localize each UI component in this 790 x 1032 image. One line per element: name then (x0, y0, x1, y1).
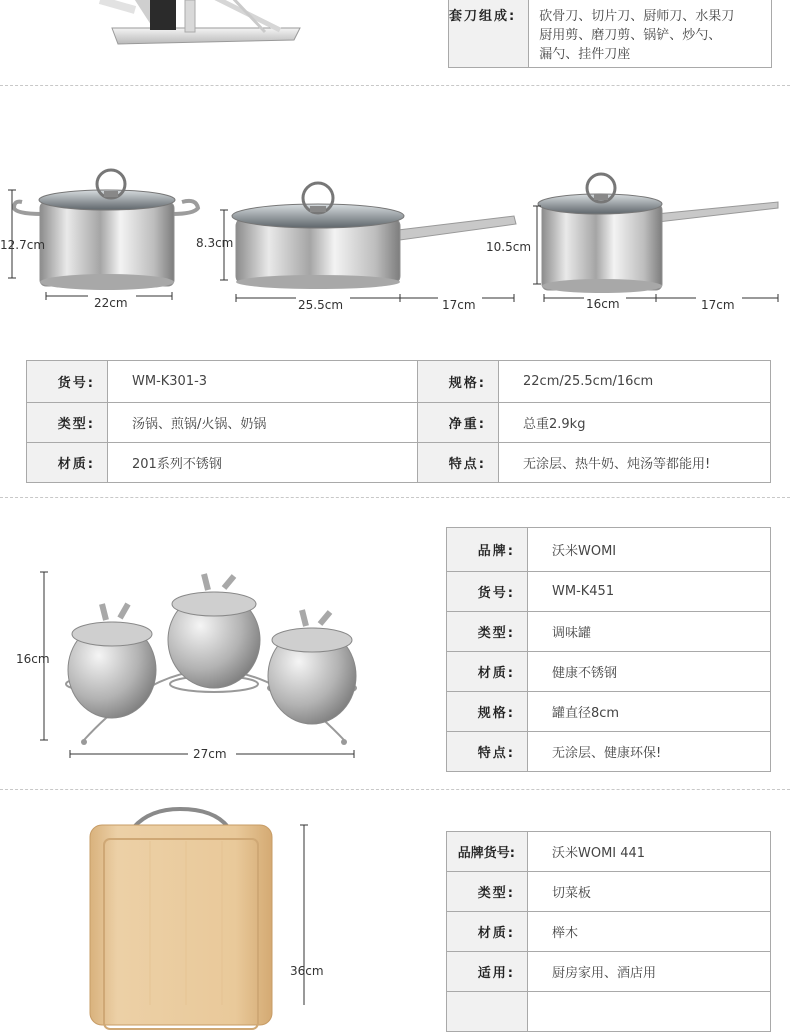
jar-height-label: 16cm (16, 652, 50, 666)
cookware-spec-table (26, 360, 771, 483)
spice-jar-image (0, 560, 380, 770)
spec-label: 品牌: (447, 528, 528, 572)
spec-label: 类型: (447, 612, 528, 652)
stockpot-height-label: 12.7cm (0, 238, 46, 252)
table-row (27, 403, 771, 443)
table-row (447, 652, 771, 692)
section-divider (0, 497, 790, 498)
frypan-handle-label: 17cm (442, 298, 476, 312)
spec-value: 沃米WOMI 441 (528, 832, 771, 872)
spec-value (528, 992, 771, 1032)
knife-block-image (0, 0, 330, 80)
spec-label: 规格: (447, 692, 528, 732)
spec-value-line: 漏勺、挂件刀座 (539, 46, 631, 62)
table-row (449, 0, 772, 68)
board-spec-table (446, 831, 771, 1032)
saucepan (538, 174, 778, 293)
table-row (447, 912, 771, 952)
table-row (447, 952, 771, 992)
jar-width-label: 27cm (193, 747, 227, 761)
spec-value (529, 0, 772, 68)
spec-label: 货号: (447, 572, 528, 612)
table-row (447, 572, 771, 612)
spec-value: 厨房家用、酒店用 (528, 952, 771, 992)
table-row (447, 992, 771, 1032)
spec-value: 无涂层、健康环保! (528, 732, 771, 772)
spec-value: 无涂层、热牛奶、炖汤等都能用! (499, 443, 771, 483)
table-row (447, 612, 771, 652)
saucepan-width-label: 16cm (586, 297, 620, 311)
stockpot (14, 170, 198, 290)
frypan-height-label: 8.3cm (196, 236, 234, 250)
table-row (447, 692, 771, 732)
spec-label: 材质: (447, 652, 528, 692)
spec-label: 类型: (447, 872, 528, 912)
spec-value: 总重2.9kg (499, 403, 771, 443)
knife-spec-table (448, 0, 772, 68)
frypan (232, 183, 516, 289)
spec-label: 规格: (418, 361, 499, 403)
spec-label: 材质: (447, 912, 528, 952)
stockpot-width-label: 22cm (94, 296, 128, 310)
spec-label: 品牌货号: (447, 832, 528, 872)
section-divider (0, 85, 790, 86)
table-row (447, 872, 771, 912)
spec-value: 沃米WOMI (528, 528, 771, 572)
spec-value: 切菜板 (528, 872, 771, 912)
table-row (447, 732, 771, 772)
saucepan-height-label: 10.5cm (486, 240, 532, 254)
jar-spec-table (446, 527, 771, 772)
spec-value-line: 砍骨刀、切片刀、厨师刀、水果刀 (539, 8, 735, 24)
spec-label: 特点: (418, 443, 499, 483)
spec-value-line: 厨用剪、磨刀剪、锅铲、炒勺、 (539, 27, 722, 43)
spec-label (447, 992, 528, 1032)
spec-value: 汤锅、煎锅/火锅、奶锅 (108, 403, 418, 443)
table-row (447, 528, 771, 572)
saucepan-handle-label: 17cm (701, 298, 735, 312)
section-divider (0, 789, 790, 790)
table-row (447, 832, 771, 872)
spec-label: 净重: (418, 403, 499, 443)
cutting-board-image (0, 805, 340, 1005)
spec-value: 201系列不锈钢 (108, 443, 418, 483)
table-row (27, 361, 771, 403)
spec-label: 类型: (27, 403, 108, 443)
spec-value: 榉木 (528, 912, 771, 952)
spec-value: WM-K301-3 (108, 361, 418, 403)
spec-label: 适用: (447, 952, 528, 992)
spec-value: WM-K451 (528, 572, 771, 612)
spec-label: 特点: (447, 732, 528, 772)
table-row (27, 443, 771, 483)
frypan-width-label: 25.5cm (298, 298, 344, 312)
spec-value: 调味罐 (528, 612, 771, 652)
spec-value: 健康不锈钢 (528, 652, 771, 692)
spec-label: 货号: (27, 361, 108, 403)
spec-value: 22cm/25.5cm/16cm (499, 361, 771, 403)
spec-label: 材质: (27, 443, 108, 483)
spec-label: 套刀组成: (449, 0, 529, 68)
spec-value: 罐直径8cm (528, 692, 771, 732)
board-height-label: 36cm (290, 964, 324, 978)
